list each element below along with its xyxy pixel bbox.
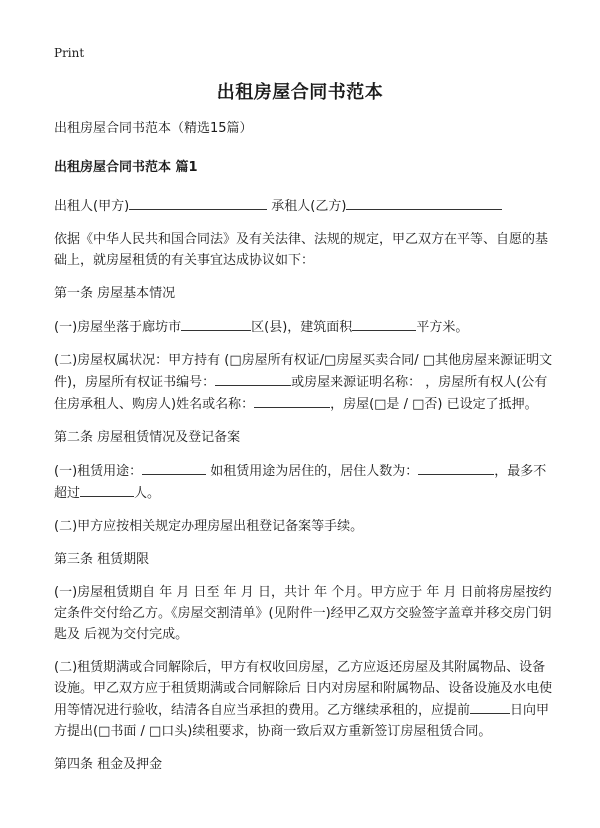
intro-paragraph: 依据《中华人民共和国合同法》及有关法律、法规的规定，甲乙双方在平等、自愿的基础上，就房屋租赁的有关事宜达成协议如下： xyxy=(54,232,549,268)
article1-item1-c: 平方米。 xyxy=(416,320,469,335)
max-resident-blank xyxy=(80,482,134,497)
document-subtitle: 出租房屋合同书范本（精选15篇） xyxy=(54,121,253,136)
article4-heading: 第四条 租金及押金 xyxy=(54,757,163,772)
article1-item2-b: 或房屋来源证明名称： ，房屋所有权人(公有住房承租人、购房人)姓名或名称： xyxy=(54,375,548,412)
usage-blank xyxy=(142,460,206,475)
article3-item2-b: 日向甲方提出(□书面 / □口头)续租要求，协商一致后双方重新签订房屋租赁合同。 xyxy=(54,703,550,739)
article3-item2 xyxy=(54,657,554,742)
cert-number-blank xyxy=(215,371,291,386)
article3-item1: (一)房屋租赁期自 年 月 日至 年 月 日，共计 年 个月。甲方应于 年 月 日前将房屋按约定条件交付给乙方。《房屋交割清单》(见附件一)经甲乙双方交验签字盖章并移交房门钥匙及 后视为交付完成。 xyxy=(54,585,552,642)
article1-item1 xyxy=(54,316,554,338)
article2-item1-b: 如租赁用途为居住的，居住人数为： xyxy=(206,464,419,479)
area-blank xyxy=(352,316,416,331)
lessor-blank xyxy=(129,195,267,210)
document-body xyxy=(54,118,554,787)
lessee-label: 承租人(乙方) xyxy=(271,199,347,214)
parties-line xyxy=(54,195,554,217)
district-blank xyxy=(181,316,251,331)
resident-count-blank xyxy=(418,460,494,475)
article1-item2-c: ，房屋(□是 / □否) 已设定了抵押。 xyxy=(330,397,538,412)
article1-heading: 第一条 房屋基本情况 xyxy=(54,286,176,301)
article1-item1-b: 区(县)，建筑面积 xyxy=(251,320,353,335)
article1-item1-a: (一)房屋坐落于廊坊市 xyxy=(54,320,182,335)
article2-item1-c: ，最多不超过 xyxy=(54,464,547,501)
article3-item2-a: (二)租赁期满或合同解除后，甲方有权收回房屋，乙方应返还房屋及其附属物品、设备设施。甲乙双方应于租赁期满或合同解除后 日内对房屋和附属物品、设备设施及水电使用等情况进行验收，结清各自应当承担的费用。乙方继续承租的，应提前 xyxy=(54,660,553,718)
lessee-blank xyxy=(346,195,502,210)
document-title: 出租房屋合同书范本 xyxy=(216,82,384,103)
article2-item1 xyxy=(54,460,554,504)
article2-item1-d: 人。 xyxy=(134,486,161,501)
article2-item1-a: (一)租赁用途： xyxy=(54,464,143,479)
owner-name-blank xyxy=(254,393,330,408)
article3-heading: 第三条 租赁期限 xyxy=(54,552,150,567)
section-heading: 出租房屋合同书范本 篇1 xyxy=(54,160,198,175)
renewal-days-blank xyxy=(470,699,510,714)
lessor-label: 出租人(甲方) xyxy=(54,199,130,214)
article1-item2-a: (二)房屋权属状况：甲方持有 (□房屋所有权证/□房屋买卖合同/ □其他房屋来源证明文件)，房屋所有权证书编号： xyxy=(54,353,553,390)
article1-item2 xyxy=(54,350,554,415)
article2-heading: 第二条 房屋租赁情况及登记备案 xyxy=(54,430,241,445)
article2-item2: (二)甲方应按相关规定办理房屋出租登记备案等手续。 xyxy=(54,519,364,534)
print-link[interactable]: Print xyxy=(54,46,85,60)
